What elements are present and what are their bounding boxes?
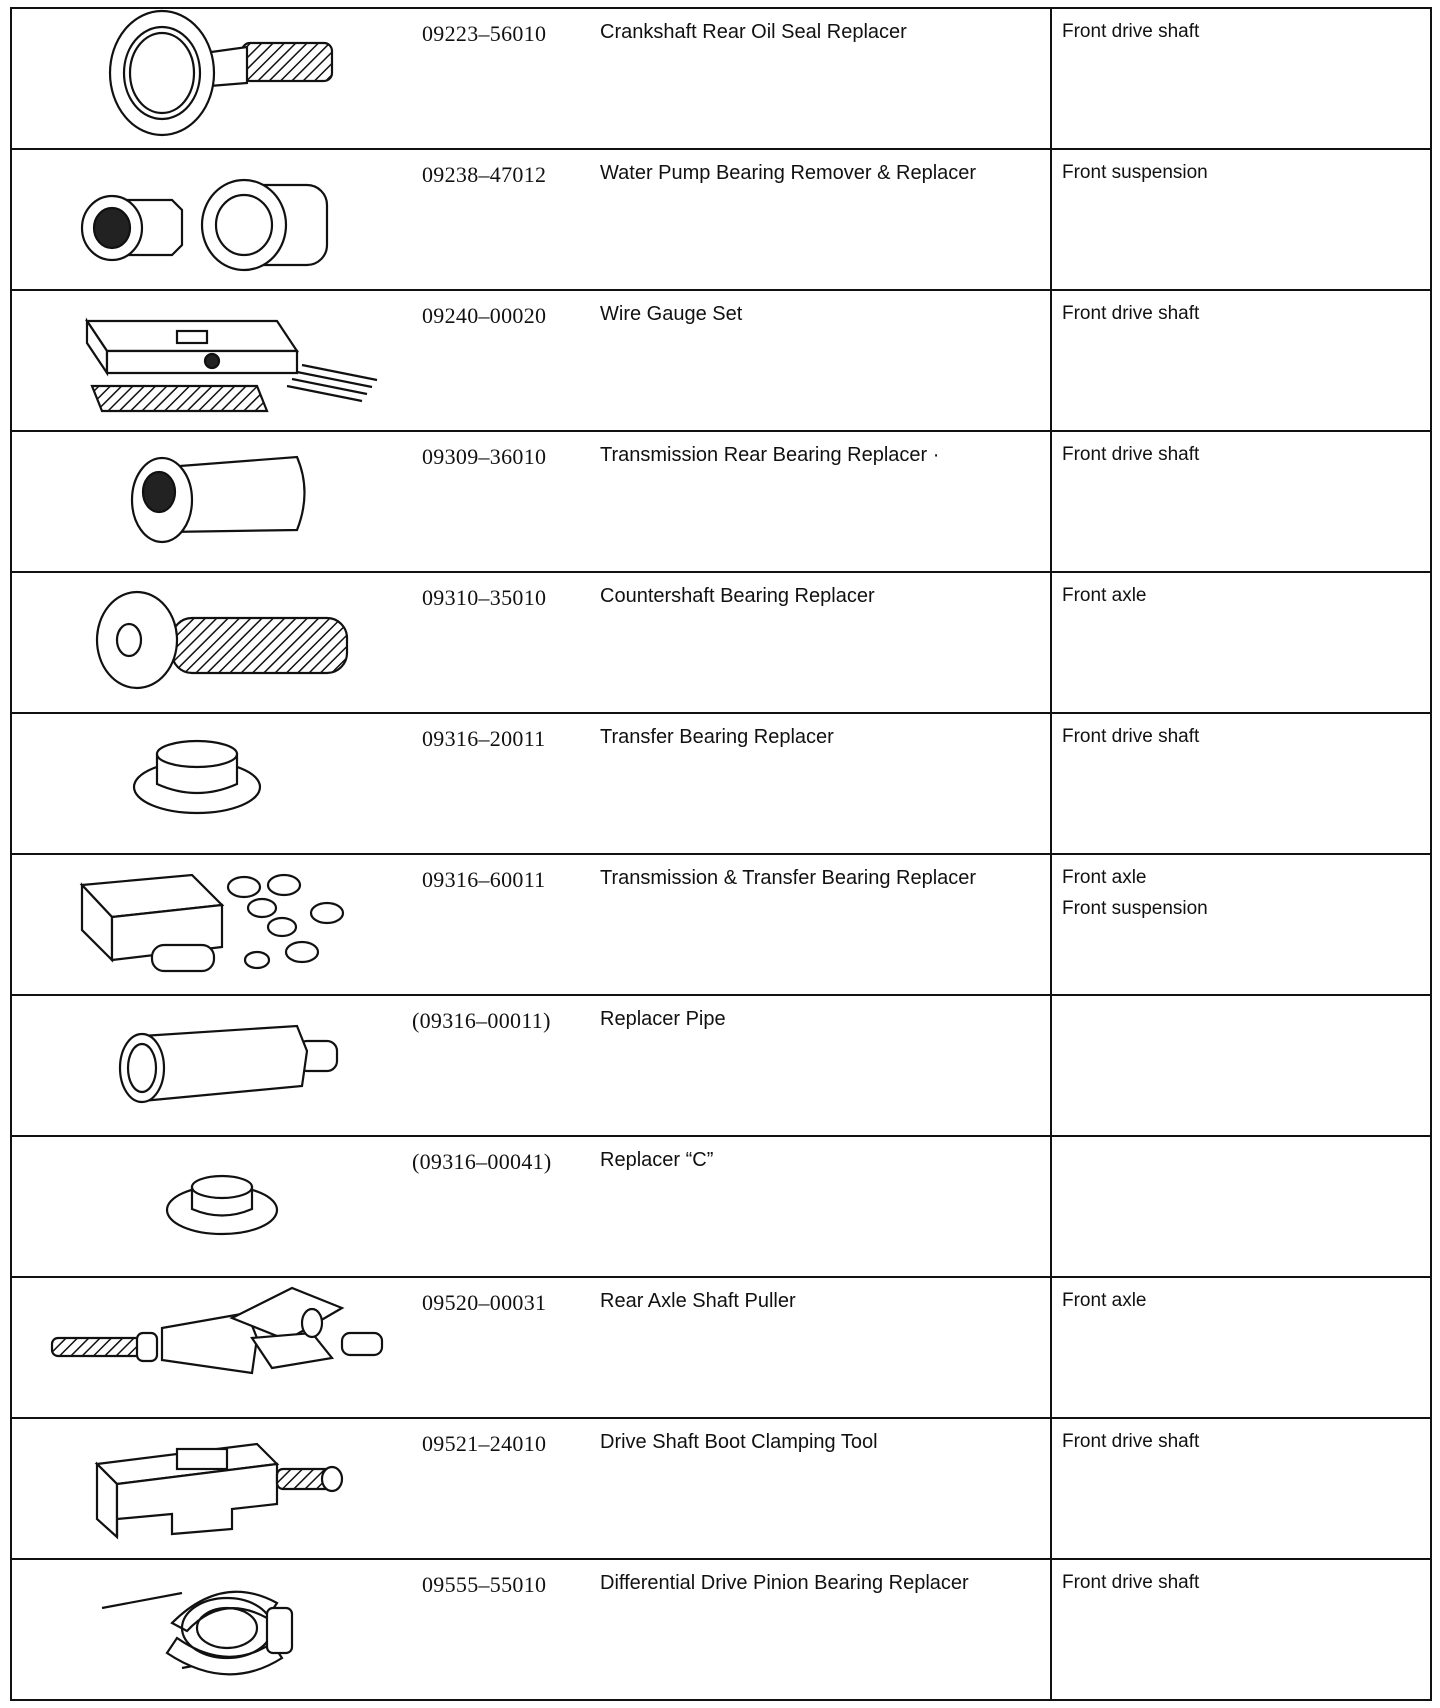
tool-name-cell [592, 1136, 1051, 1277]
table-row [11, 1277, 1431, 1418]
illustration-cell [11, 1277, 412, 1418]
tool-name-cell [592, 1559, 1051, 1700]
part-number-cell [412, 149, 592, 290]
application-cell [1051, 1277, 1431, 1418]
application-text: Front drive shaft [1062, 21, 1200, 42]
tool-name-cell [592, 854, 1051, 995]
table-row [11, 713, 1431, 854]
part-number: 09223–56010 [422, 21, 547, 46]
application-text: Front drive shaft [1062, 444, 1200, 465]
tool-name: Crankshaft Rear Oil Seal Replacer [600, 21, 907, 43]
illustration-cell [11, 8, 412, 149]
bearing-replacer-icon [12, 432, 412, 571]
tool-name: Wire Gauge Set [600, 303, 743, 325]
tool-name: Drive Shaft Boot Clamping Tool [600, 1431, 878, 1453]
part-number-cell [412, 1559, 592, 1700]
application-cell [1051, 713, 1431, 854]
illustration-cell [11, 149, 412, 290]
illustration-cell [11, 713, 412, 854]
application-cell [1051, 854, 1431, 995]
application-text: Front axle [1062, 1290, 1147, 1311]
flanged-cup-icon [12, 714, 412, 853]
tool-name: Replacer “C” [600, 1149, 714, 1171]
tool-kit-icon [12, 855, 412, 994]
application-text: Front axle [1062, 585, 1147, 606]
tool-name-cell [592, 995, 1051, 1136]
tool-name: Differential Drive Pinion Bearing Replacer [600, 1572, 969, 1594]
tool-name-cell [592, 713, 1051, 854]
tool-name: Replacer Pipe [600, 1008, 726, 1030]
table-row [11, 8, 1431, 149]
tool-name-cell [592, 572, 1051, 713]
illustration-cell [11, 1136, 412, 1277]
application-cell [1051, 1136, 1431, 1277]
table-row [11, 290, 1431, 431]
application-cell [1051, 995, 1431, 1136]
application-text: Front drive shaft [1062, 303, 1200, 324]
part-number-cell [412, 854, 592, 995]
table-row [11, 995, 1431, 1136]
part-number-cell [412, 995, 592, 1136]
part-number-cell [412, 1136, 592, 1277]
table-row [11, 431, 1431, 572]
application-text: Front axle [1062, 867, 1147, 888]
part-number-cell [412, 290, 592, 431]
application-cell [1051, 1418, 1431, 1559]
table-row [11, 149, 1431, 290]
shaft-puller-icon [12, 1278, 412, 1417]
pipe-icon [12, 996, 412, 1135]
small-cup-icon [12, 1137, 412, 1276]
special-service-tools-table [10, 7, 1432, 1701]
part-number-cell [412, 8, 592, 149]
application-cell [1051, 572, 1431, 713]
part-number: 09521–24010 [422, 1431, 547, 1456]
tool-name-cell [592, 1418, 1051, 1559]
application-text: Front suspension [1062, 898, 1208, 919]
tool-name: Transmission & Transfer Bearing Replacer [600, 867, 977, 889]
part-number: 09309–36010 [422, 444, 547, 469]
table-row [11, 572, 1431, 713]
part-number: 09316–20011 [422, 726, 546, 751]
illustration-cell [11, 572, 412, 713]
pinion-replacer-icon [12, 1560, 412, 1699]
tool-name: Transmission Rear Bearing Replacer · [600, 444, 940, 466]
part-number-cell [412, 713, 592, 854]
bearing-remover-icon [12, 150, 412, 289]
illustration-cell [11, 1559, 412, 1700]
part-number: (09316–00011) [412, 1008, 551, 1033]
tool-name-cell [592, 1277, 1051, 1418]
tool-name: Water Pump Bearing Remover & Replacer [600, 162, 977, 184]
part-number: 09240–00020 [422, 303, 547, 328]
application-cell [1051, 8, 1431, 149]
application-cell [1051, 149, 1431, 290]
part-number: 09520–00031 [422, 1290, 547, 1315]
seal-replacer-icon [12, 9, 412, 148]
part-number: (09316–00041) [412, 1149, 552, 1174]
part-number-cell [412, 572, 592, 713]
tool-name-cell [592, 8, 1051, 149]
application-text: Front drive shaft [1062, 1431, 1200, 1452]
illustration-cell [11, 431, 412, 572]
part-number-cell [412, 1277, 592, 1418]
application-cell [1051, 431, 1431, 572]
table-row [11, 1136, 1431, 1277]
tool-name-cell [592, 431, 1051, 572]
application-text: Front drive shaft [1062, 1572, 1200, 1593]
wire-gauge-set-icon [12, 291, 412, 430]
knurled-replacer-icon [12, 573, 412, 712]
illustration-cell [11, 290, 412, 431]
part-number-cell [412, 431, 592, 572]
tool-name-cell [592, 149, 1051, 290]
application-text: Front suspension [1062, 162, 1208, 183]
tool-name: Countershaft Bearing Replacer [600, 585, 875, 607]
illustration-cell [11, 854, 412, 995]
part-number: 09310–35010 [422, 585, 547, 610]
application-text: Front drive shaft [1062, 726, 1200, 747]
tool-name: Transfer Bearing Replacer [600, 726, 834, 748]
clamping-tool-icon [12, 1419, 412, 1558]
tool-name-cell [592, 290, 1051, 431]
table-row [11, 1559, 1431, 1700]
illustration-cell [11, 1418, 412, 1559]
application-cell [1051, 290, 1431, 431]
table-row [11, 854, 1431, 995]
table-row [11, 1418, 1431, 1559]
part-number: 09555–55010 [422, 1572, 547, 1597]
illustration-cell [11, 995, 412, 1136]
part-number: 09238–47012 [422, 162, 547, 187]
application-cell [1051, 1559, 1431, 1700]
part-number: 09316–60011 [422, 867, 546, 892]
part-number-cell [412, 1418, 592, 1559]
tool-name: Rear Axle Shaft Puller [600, 1290, 796, 1312]
